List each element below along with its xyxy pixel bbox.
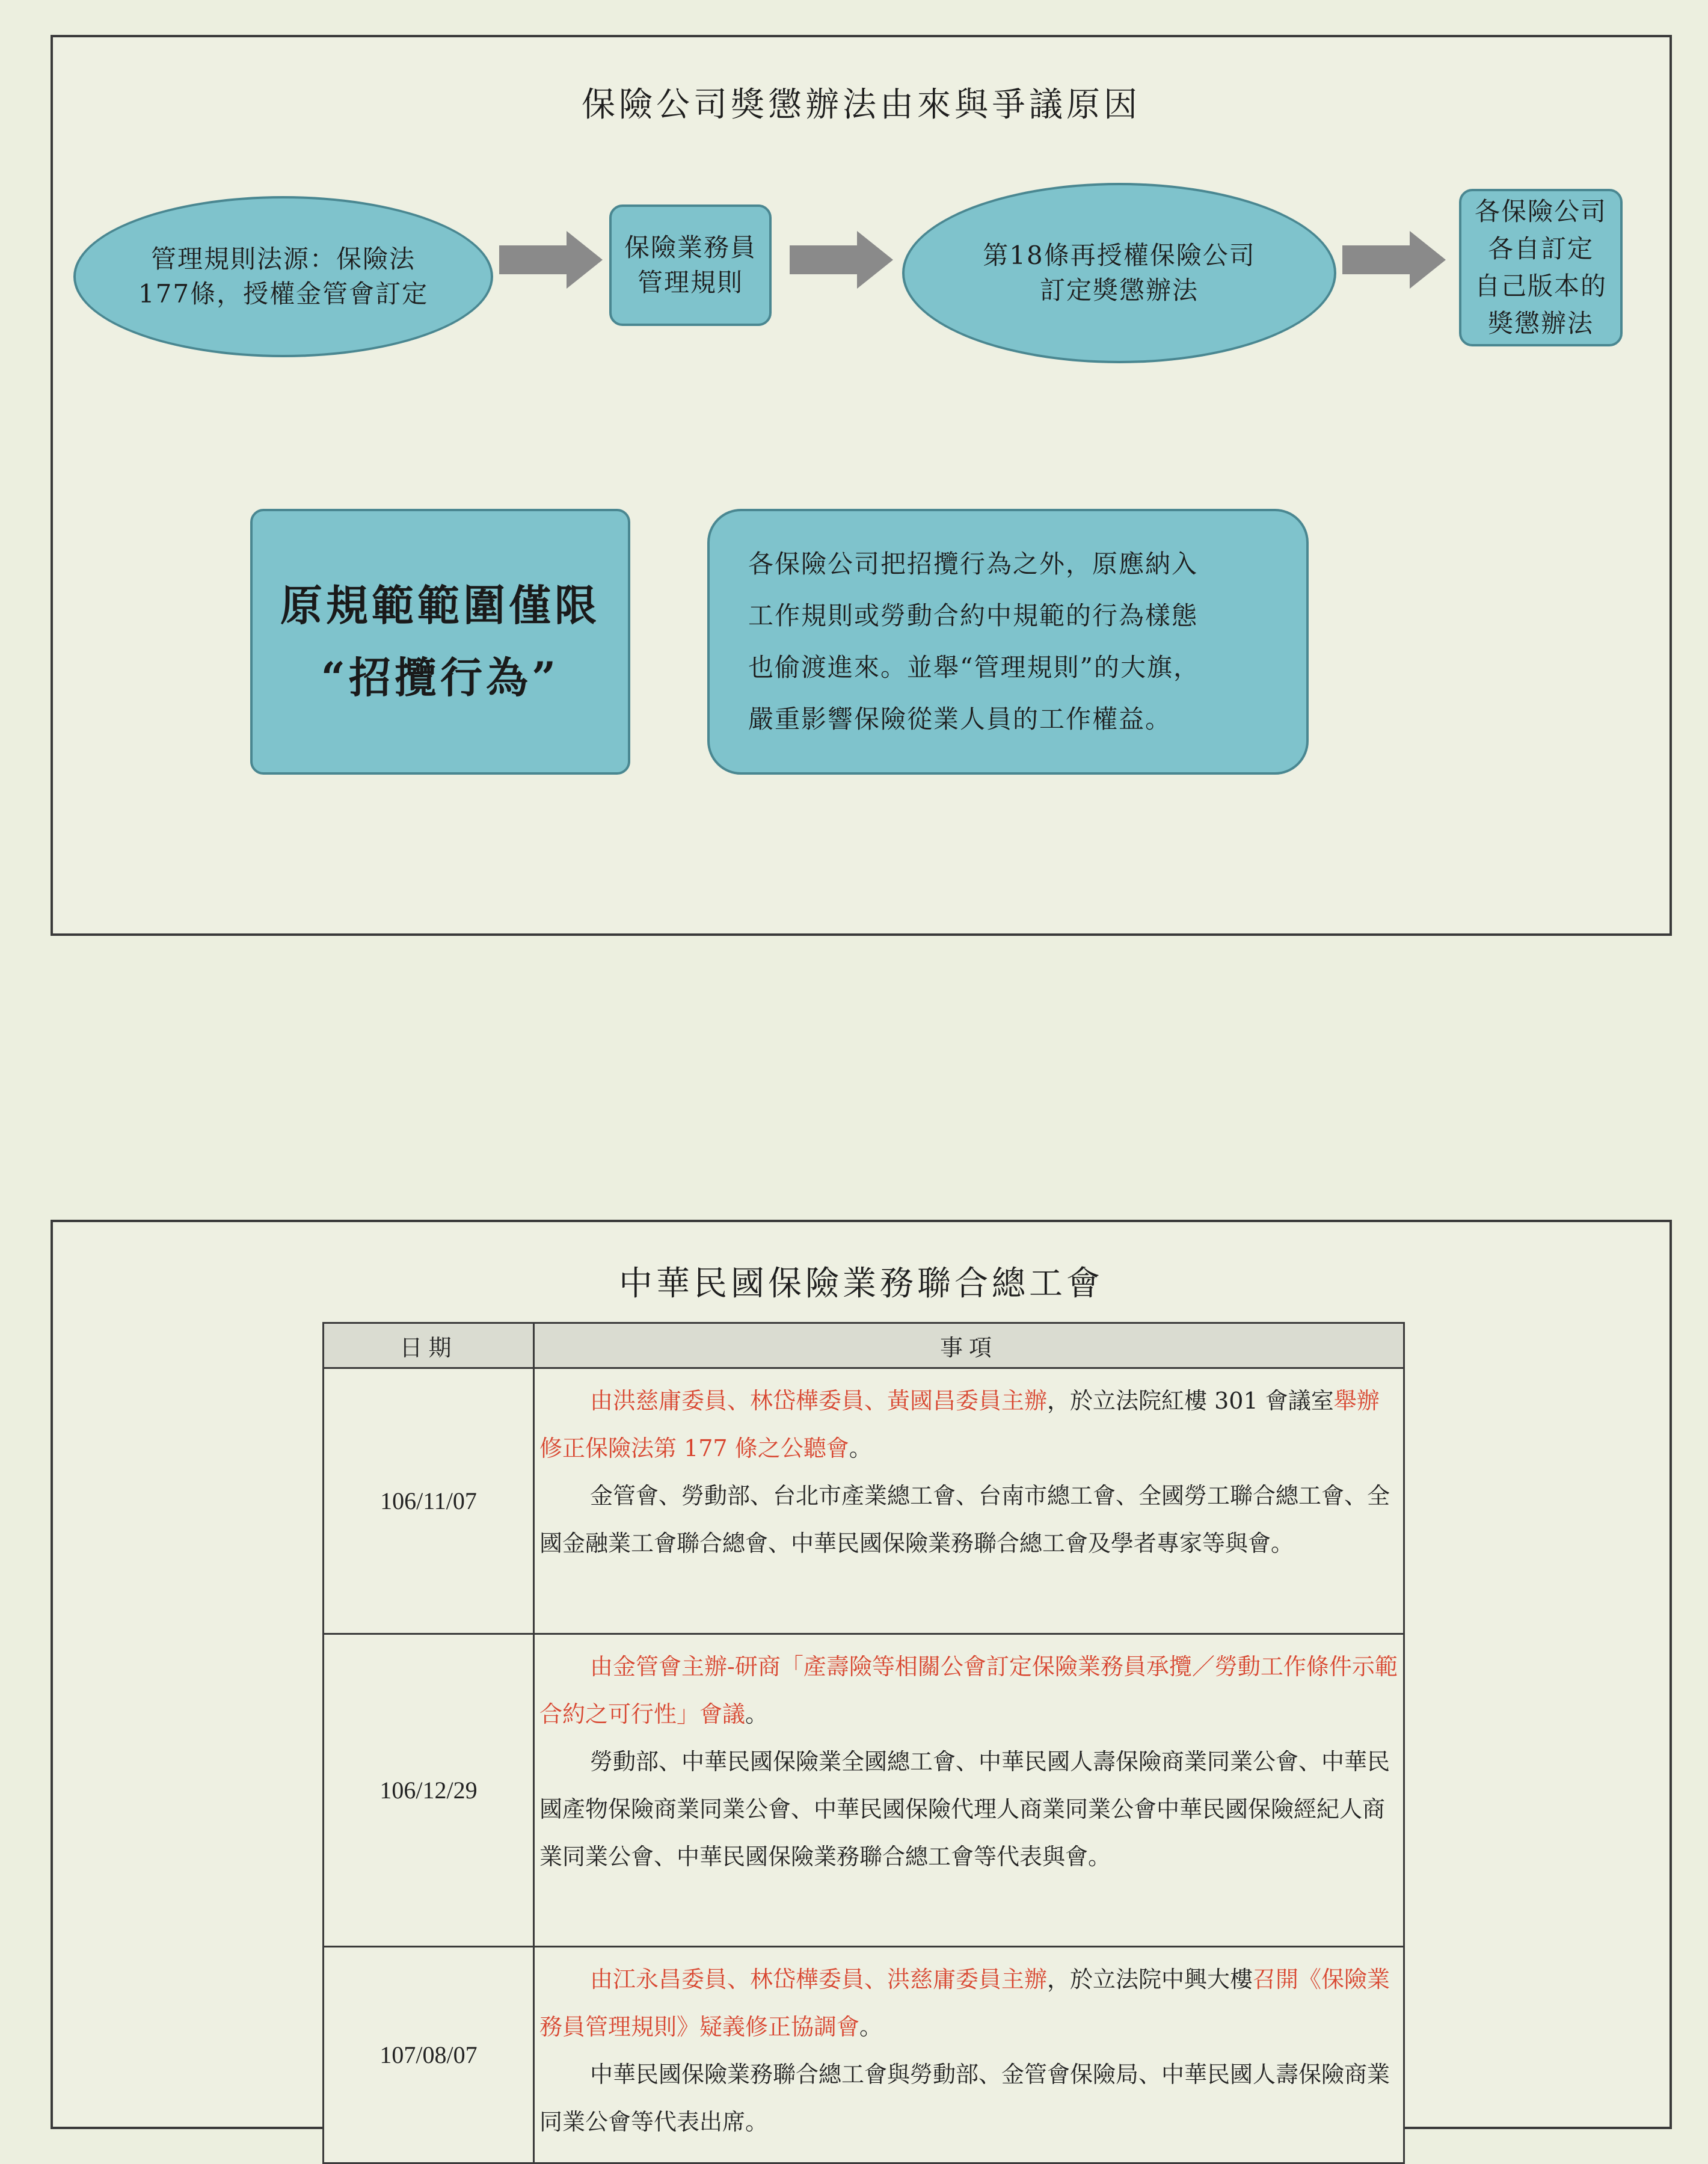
row-content	[534, 1947, 1404, 2163]
table-title: 中華民國保險業務聯合總工會	[619, 1264, 1104, 1303]
plain-text: 。	[745, 1701, 769, 1727]
row-date: 106/11/07	[324, 1368, 534, 1634]
right-arrow-icon	[499, 231, 605, 289]
description-box: 各保險公司把招攬行為之外，原應納入 工作規則或勞動合約中規範的行為樣態 也偷渡進來。並舉“管理規則”的大旗， 嚴重影響保險從業人員的工作權益。	[707, 509, 1309, 775]
events-table	[322, 1322, 1405, 2164]
plain-text: 。	[849, 1435, 872, 1462]
table-row	[324, 1368, 1404, 1634]
header-date: 日期	[324, 1323, 534, 1368]
diagram-title: 保險公司獎懲辦法由來與爭議原因	[582, 85, 1141, 124]
highlight-text: 由洪慈庸委員、林岱樺委員、黃國昌委員主辦	[590, 1388, 1048, 1414]
row-attendees: 金管會、勞動部、台北市產業總工會、台南市總工會、全國勞工聯合總工會、全國金融業工會聯合總會、中華民國保險業務聯合總工會及學者專家等與會。	[539, 1483, 1390, 1557]
row-attendees: 中華民國保險業務聯合總工會與勞動部、金管會保險局、中華民國人壽保險商業同業公會等代表出席。	[539, 2061, 1390, 2135]
node-company-rules: 各保險公司 各自訂定 自己版本的 獎懲辦法	[1459, 189, 1623, 346]
plain-text: ，於立法院中興大樓	[1047, 1966, 1253, 1993]
table-row	[324, 1634, 1404, 1947]
row-date: 107/08/07	[324, 1947, 534, 2163]
row-attendees: 勞動部、中華民國保險業全國總工會、中華民國人壽保險商業同業公會、中華民國產物保險商業同業公會、中華民國保險代理人商業同業公會中華民國保險經紀人商業同業公會、中華民國保險業務聯合總工會等代表與會。	[539, 1748, 1390, 1870]
table-header-row	[324, 1323, 1404, 1368]
highlight-text: 由金管會主辦-研商「產壽險等相關公會訂定保險業務員承攬／勞動工作條件示範合約之可行性」會議	[539, 1653, 1398, 1727]
flow-diagram-panel	[51, 35, 1672, 936]
row-summary	[539, 1643, 1398, 1738]
highlight-text: 召開《保險業務員管理規則》疑義修正協調會	[539, 1966, 1390, 2040]
node-management-rules: 保險業務員 管理規則	[609, 204, 772, 326]
highlight-text: 舉辦修正保險法第 177 條之公聽會	[539, 1388, 1380, 1462]
right-arrow-icon	[1342, 231, 1448, 289]
highlight-text: 由江永昌委員、林岱樺委員、洪慈庸委員主辦	[590, 1966, 1048, 1993]
union-table-panel	[51, 1220, 1672, 2135]
row-summary	[539, 1956, 1398, 2051]
node-article-18: 第18條再授權保險公司 訂定獎懲辦法	[902, 183, 1336, 363]
scope-box: 原規範範圍僅限 “招攬行為”	[250, 509, 630, 775]
row-content	[534, 1368, 1404, 1634]
header-matter: 事項	[534, 1323, 1404, 1368]
plain-text: 。	[859, 2014, 883, 2040]
right-arrow-icon	[790, 231, 895, 289]
node-legal-source: 管理規則法源：保險法 177條，授權金管會訂定	[73, 196, 493, 357]
row-summary	[539, 1377, 1398, 1472]
table-row	[324, 1947, 1404, 2163]
row-content	[534, 1634, 1404, 1947]
plain-text: ，於立法院紅樓 301 會議室	[1047, 1388, 1334, 1414]
row-date: 106/12/29	[324, 1634, 534, 1947]
